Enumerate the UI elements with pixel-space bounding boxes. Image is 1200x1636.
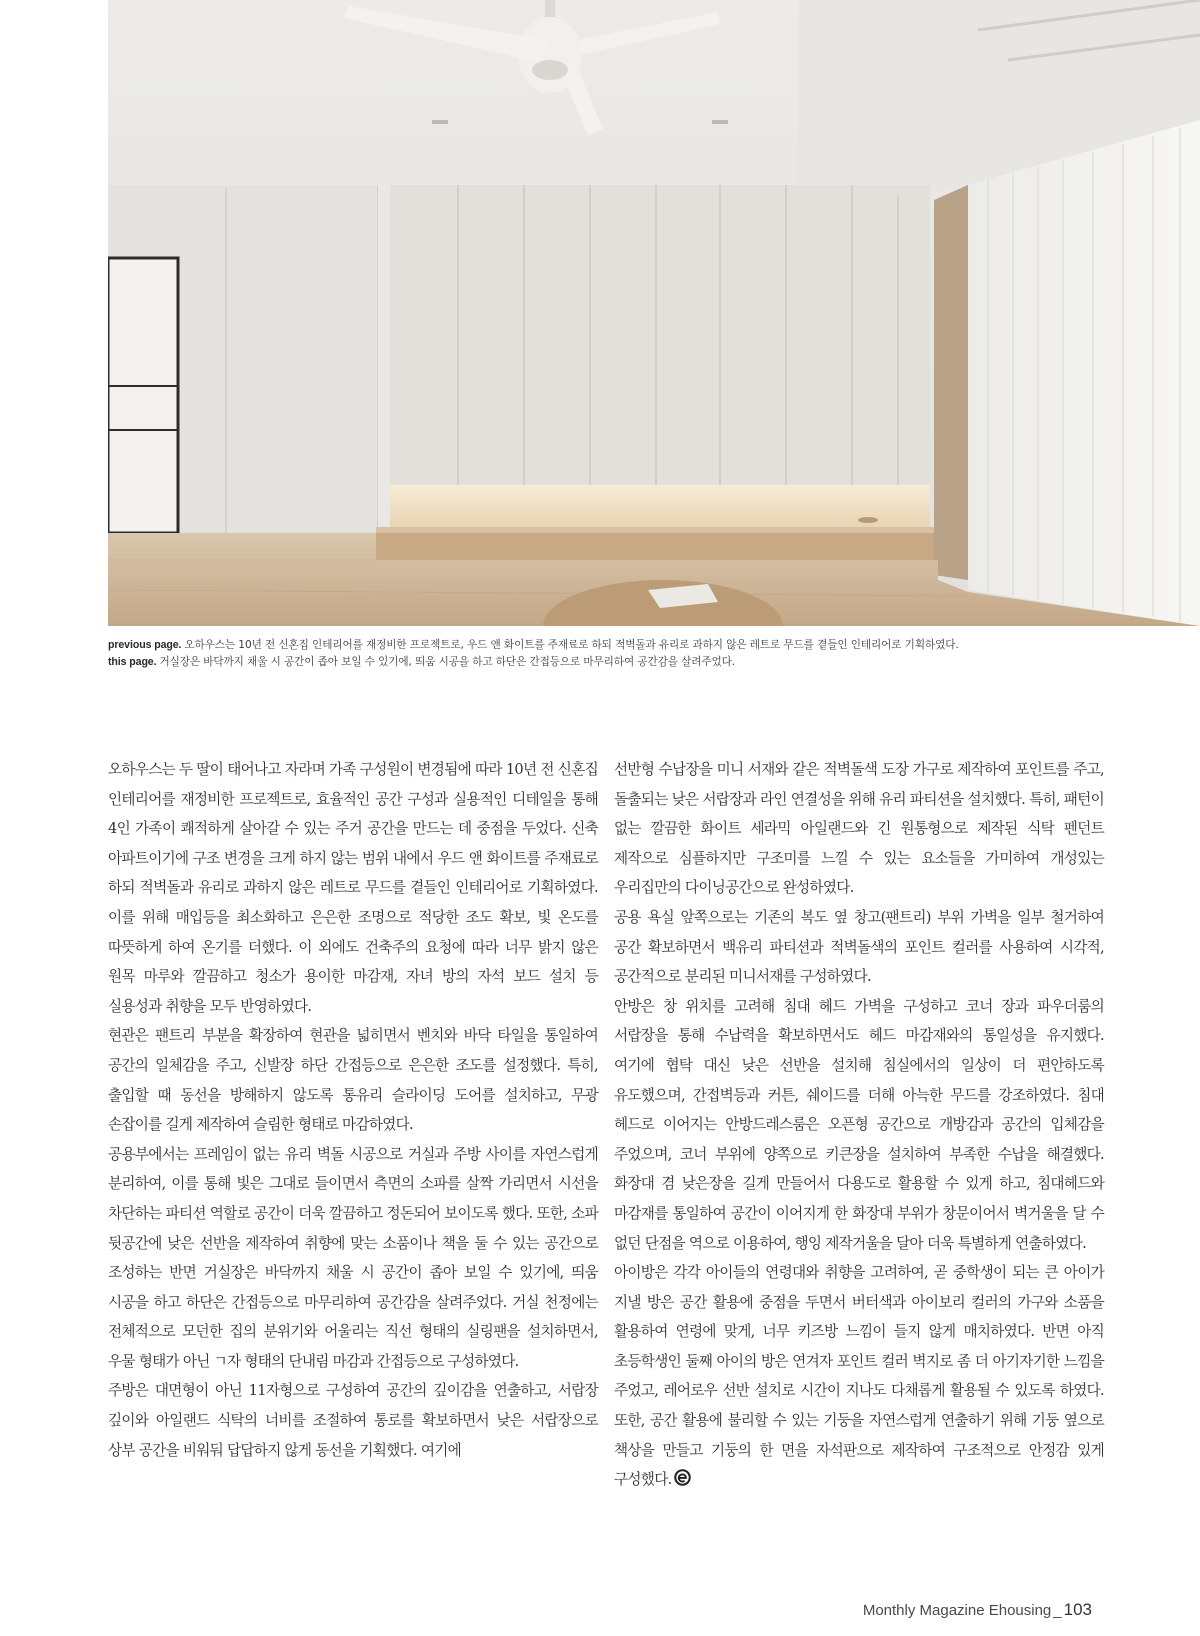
floating-cabinet <box>390 185 930 485</box>
curtain-drape <box>934 185 968 580</box>
photo-captions <box>108 637 1193 671</box>
article-paragraph: 현관은 팬트리 부분을 확장하여 현관을 넓히면서 벤치와 바닥 타일을 통일하여 공간의 일체감을 주고, 신발장 하단 간접등으로 은은한 조도를 설정했다. 특히, 출입할 때 동선을 방해하지 않도록 통유리 슬라이딩 도어를 설치하고, 무광 손잡이를 길게 제작하여 슬림한 형태로 마감하였다. <box>108 1027 598 1134</box>
downlight <box>432 120 448 124</box>
interior-photo <box>108 0 1200 626</box>
e-logo-icon <box>674 1469 691 1486</box>
article-paragraph-last <box>614 1258 1104 1495</box>
article-column-right <box>614 755 1104 1495</box>
caption-text: 거실장은 바닥까지 채울 시 공간이 좁아 보일 수 있기에, 띄움 시공을 하고 하단은 간접등으로 마무리하여 공간감을 살려주었다. <box>159 656 736 668</box>
article-paragraph: 공용부에서는 프레임이 없는 유리 벽돌 시공으로 거실과 주방 사이를 자연스럽게 분리하여, 이를 통해 빛은 그대로 들이면서 측면의 소파를 살짝 가리면서 시선을 차단하는 파티션 역할로 공간이 더욱 깔끔하고 정돈되어 보이도록 했다. 또한, 소파 뒷공간에 낮은 선반을 제작하여 취향에 맞는 소품이나 책을 둘 수 있는 공간으로 조성하는 반면 거실장은 바닥까지 채울 시 공간이 좁아 보일 수 있기에, 띄움 시공을 하고 하단은 간접등으로 마무리하여 공간감을 살려주었다. 거실 천정에는 전체적으로 모던한 집의 분위기와 어울리는 직선 형태의 실링팬을 설치하면서, 우물 형태가 아닌 ㄱ자 형태의 단내림 마감과 간접등으로 구성하였다. <box>108 1145 598 1370</box>
caption-label: previous page. <box>108 639 182 651</box>
article-column-left <box>108 755 598 1465</box>
caption-label: this page. <box>108 656 157 668</box>
article-paragraph: 공용 욕실 앞쪽으로는 기존의 복도 옆 창고(팬트리) 부위 가벽을 일부 철거하여 공간 확보하면서 백유리 파티션과 적벽돌색의 포인트 컬러를 사용하여 시각적, 공간적으로 분리된 미니서재를 구성하였다. <box>614 908 1104 986</box>
article-paragraph: 안방은 창 위치를 고려해 침대 헤드 가벽을 구성하고 코너 장과 파우더룸의 서랍장을 통해 수납력을 확보하면서도 헤드 마감재와의 통일성을 유지했다. 여기에 협탁 대신 낮은 선반을 설치해 침실에서의 일상이 더 편안하도록 유도했으며, 간접벽등과 커튼, 쉐이드를 더해 아늑한 무드를 강조하였다. 침대 헤드로 이어지는 안방드레스룸은 오픈형 공간으로 개방감과 공간의 입체감을 주었으며, 코너 부위에 양쪽으로 키큰장을 설치하여 부족한 수납을 해결했다. 화장대 겸 낮은장을 길게 만들어서 다용도로 활용할 수 있게 하고, 침대헤드와 마감재를 통일하여 공간이 이어지게 한 화장대 부위가 창문이어서 벽거울을 달 수 없던 단점을 역으로 이용하여, 행잉 제작거울을 달아 더욱 특별하게 연출하였다. <box>614 997 1104 1252</box>
article-paragraph: 선반형 수납장을 미니 서재와 같은 적벽돌색 도장 가구로 제작하여 포인트를 주고, 돌출되는 낮은 서랍장과 라인 연결성을 위해 유리 파티션을 설치했다. 특히, 패턴이 없는 깔끔한 화이트 세라믹 아일랜드와 긴 원통형으로 제작된 식탁 펜던트 제작으로 심플하지만 구조미를 느낄 수 있는 요소들을 가미하여 개성있는 우리집만의 다이닝공간으로 완성하였다. <box>614 761 1104 897</box>
magazine-name: Monthly Magazine Ehousing <box>862 1602 1052 1619</box>
indirect-light <box>390 485 930 527</box>
refrigerator <box>108 258 178 533</box>
downlight <box>712 120 728 124</box>
caption-this-page <box>108 654 1193 671</box>
sheer-curtain <box>968 120 1200 626</box>
article-paragraph: 오하우스는 두 딸이 태어나고 자라며 가족 구성원이 변경됨에 따라 10년 전 신혼집 인테리어를 재정비한 프로젝트로, 효율적인 공간 구성과 실용적인 디테일을 통해 4인 가족이 쾌적하게 살아갈 수 있는 주거 공간을 만드는 데 중점을 두었다. 신축 아파트이기에 구조 변경을 크게 하지 않는 범위 내에서 우드 앤 화이트를 주재료로 하되 적벽돌과 유리로 과하지 않은 레트로 무드를 곁들인 인테리어로 기획하였다. 이를 위해 매입등을 최소화하고 은은한 조명으로 적당한 조도 확보, 빛 온도를 따뜻하게 하여 온기를 더했다. 이 외에도 건축주의 요청에 따라 너무 밝지 않은 원목 마루와 깔끔하고 청소가 용이한 마감재, 자녀 방의 자석 보드 설치 등 실용성과 취향을 모두 반영하였다. <box>108 761 598 1015</box>
article-paragraph: 주방은 대면형이 아닌 11자형으로 구성하여 공간의 깊이감을 연출하고, 서랍장 깊이와 아일랜드 식탁의 너비를 조절하여 통로를 확보하면서 낮은 서랍장으로 상부 공간을 비워둬 답답하지 않게 동선을 기획했다. 여기에 <box>108 1382 598 1459</box>
caption-text: 오하우스는 10년 전 신혼집 인테리어를 재정비한 프로젝트로, 우드 앤 화이트를 주재료로 하되 적벽돌과 유리로 과하지 않은 레트로 무드를 곁들인 인테리어로 기획하였다. <box>184 639 959 651</box>
caption-previous-page <box>108 637 1193 654</box>
footer-separator: _ <box>1053 1602 1062 1619</box>
page-footer <box>863 1600 1092 1620</box>
article-paragraph-text: 아이방은 각각 아이들의 연령대와 취향을 고려하여, 곧 중학생이 되는 큰 아이가 지낼 방은 공간 활용에 중점을 두면서 버터색과 아이보리 컬러의 가구와 소품을 활용하여 연령에 맞게, 너무 키즈방 느낌이 들지 않게 매치하였다. 반면 아직 초등학생인 둘째 아이의 방은 연겨자 포인트 컬러 벽지로 좀 더 아기자기한 느낌을 주었고, 레어로우 선반 설치로 시간이 지나도 다채롭게 활용될 수 있도록 하였다. 또한, 공간 활용에 불리할 수 있는 기둥을 자연스럽게 연출하기 위해 기둥 옆으로 책상을 만들고 기둥의 한 면을 자석판으로 제작하여 구조적으로 안정감 있게 구성했다. <box>614 1264 1104 1489</box>
page-number: 103 <box>1063 1600 1092 1619</box>
